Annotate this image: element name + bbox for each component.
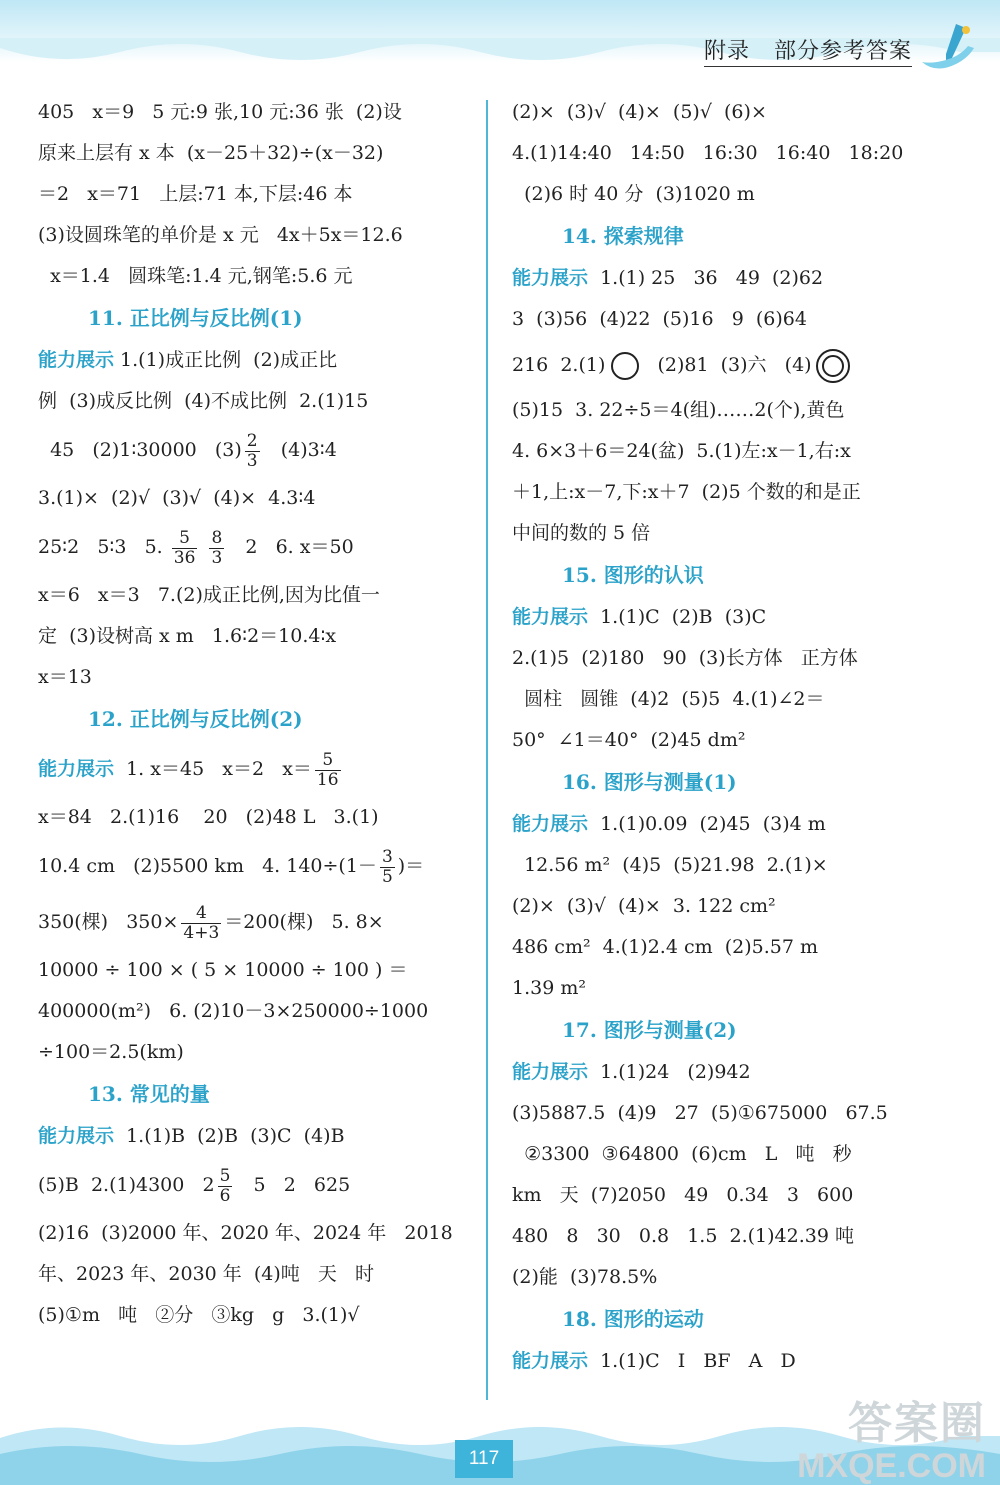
text-line: 原来上层有 x 本 (x－25＋32)÷(x－32) <box>38 142 384 164</box>
text-span: 1.(1)B (2)B (3)C (4)B <box>114 1125 345 1147</box>
text-line: 3 (3)56 (4)22 (5)16 9 (6)64 <box>512 308 807 330</box>
text-span: 1.(1)C (2)B (3)C <box>588 606 767 628</box>
section-title-18: 18. 图形的运动 <box>562 1307 704 1331</box>
section-title-14: 14. 探索规律 <box>562 224 684 248</box>
text-line: 例 (3)成反比例 (4)不成比例 2.(1)15 <box>38 390 369 412</box>
text-line: (5)①m 吨 ②分 ③kg g 3.(1)√ <box>38 1304 360 1326</box>
text-span: 1.(1)C I BF A D <box>588 1350 796 1372</box>
text-line: 中间的数的 5 倍 <box>512 522 651 544</box>
fraction-numerator: 3 <box>381 846 393 867</box>
text-line <box>512 1052 942 1093</box>
page-header <box>704 34 912 65</box>
text-line: 2.(1)5 (2)180 90 (3)长方体 正方体 <box>512 647 858 669</box>
text-span: 10.4 cm (2)5500 km 4. 140÷(1－ <box>38 855 377 877</box>
text-line: 405 x＝9 5 元:9 张,10 元:36 张 (2)设 <box>38 101 402 123</box>
text-line <box>38 838 466 894</box>
double-circle-icon <box>816 349 850 383</box>
section-title-15: 15. 图形的认识 <box>562 563 704 587</box>
text-line <box>512 804 942 845</box>
fraction <box>209 529 224 568</box>
section-label: 能力展示 <box>512 267 589 289</box>
text-line: 3.(1)× (2)√ (3)√ (4)× 4.3∶4 <box>38 487 316 509</box>
text-line: 10000 ÷ 100 × ( 5 × 10000 ÷ 100 ) ＝ <box>38 959 408 981</box>
circle-icon <box>611 352 639 380</box>
fraction-numerator: 5 <box>219 1165 231 1186</box>
text-line: 定 (3)设树高 x m 1.6∶2＝10.4∶x <box>38 625 337 647</box>
fraction <box>181 904 221 943</box>
section-label: 能力展示 <box>512 813 589 835</box>
text-line <box>38 340 466 381</box>
text-line: ②3300 ③64800 (6)cm L 吨 秒 <box>512 1143 852 1165</box>
fraction-numerator: 5 <box>172 529 198 549</box>
section-label: 能力展示 <box>38 349 115 371</box>
section-label: 能力展示 <box>38 758 115 780</box>
text-line: 50° ∠1＝40° (2)45 dm² <box>512 729 746 751</box>
text-span: 1.(1)24 (2)942 <box>588 1061 751 1083</box>
text-span: 45 (2)1∶30000 (3) <box>38 439 242 461</box>
text-line <box>38 741 466 797</box>
text-line: 年、2023 年、2030 年 (4)吨 天 时 <box>38 1263 375 1285</box>
text-span: 1. x＝45 x＝2 x＝ <box>114 758 312 780</box>
text-line <box>38 894 466 950</box>
section-title-17: 17. 图形与测量(2) <box>562 1018 737 1042</box>
text-line <box>38 519 466 575</box>
watermark-bottom: MXQE.COM <box>797 1447 986 1485</box>
text-span: 1.(1)0.09 (2)45 (3)4 m <box>588 813 826 835</box>
text-line <box>512 1341 942 1382</box>
section-title-13: 13. 常见的量 <box>88 1082 210 1106</box>
text-span: )＝ <box>397 855 425 877</box>
section-title-16: 16. 图形与测量(1) <box>562 770 737 794</box>
text-line: 400000(m²) 6. (2)10－3×250000÷1000 <box>38 1000 429 1022</box>
text-line <box>38 1157 466 1213</box>
text-line: (2)6 时 40 分 (3)1020 m <box>512 183 755 205</box>
header-left-text: 附录 <box>703 39 750 64</box>
text-line: ÷100＝2.5(km) <box>38 1041 184 1063</box>
header-right-text: 部分参考答案 <box>773 39 912 64</box>
fraction-denominator: 16 <box>316 769 339 790</box>
text-line: ＝2 x＝71 上层:71 本,下层:46 本 <box>38 183 353 205</box>
text-span: (4)3∶4 <box>262 439 337 461</box>
section-title-12: 12. 正比例与反比例(2) <box>88 707 303 731</box>
text-line: (3)设圆珠笔的单价是 x 元 4x＋5x＝12.6 <box>38 224 403 246</box>
text-line: (2)× (3)√ (4)× (5)√ (6)× <box>512 101 767 123</box>
text-line: (3)5887.5 (4)9 27 (5)①675000 67.5 <box>512 1102 888 1124</box>
section-label: 能力展示 <box>512 1350 589 1372</box>
header-rule <box>704 66 912 67</box>
text-line: x＝6 x＝3 7.(2)成正比例,因为比值一 <box>38 584 380 606</box>
text-line: km 天 (7)2050 49 0.34 3 600 <box>512 1184 854 1206</box>
column-divider <box>486 100 488 1400</box>
text-line <box>512 258 942 299</box>
text-line: x＝13 <box>38 666 92 688</box>
section-label: 能力展示 <box>512 606 589 628</box>
text-span: 1.(1) 25 36 49 (2)62 <box>588 267 824 289</box>
fraction <box>218 1167 233 1206</box>
text-line: 12.56 m² (4)5 (5)21.98 2.(1)× <box>512 854 828 876</box>
fraction-denominator: 3 <box>246 450 258 471</box>
text-span: (2)81 (3)六 (4) <box>645 354 812 376</box>
text-line <box>512 340 942 390</box>
text-line: ＋1,上:x－7,下:x＋7 (2)5 个数的和是正 <box>512 481 861 503</box>
text-line: 圆柱 圆锥 (4)2 (5)5 4.(1)∠2＝ <box>512 688 825 710</box>
fraction-numerator: 8 <box>211 527 223 548</box>
fraction-denominator: 5 <box>381 866 393 887</box>
right-column <box>512 92 942 1382</box>
text-line: x＝1.4 圆珠笔:1.4 元,钢笔:5.6 元 <box>38 265 353 287</box>
text-span: 216 2.(1) <box>512 354 606 376</box>
section-label: 能力展示 <box>512 1061 589 1083</box>
watermark <box>797 1400 986 1484</box>
fraction <box>380 848 395 887</box>
fraction <box>315 751 341 790</box>
text-span: (5)B 2.(1)4300 2 <box>38 1174 215 1196</box>
text-line: (2)× (3)√ (4)× 3. 122 cm² <box>512 895 776 917</box>
fraction-numerator: 2 <box>246 430 258 451</box>
text-span: 350(棵) 350× <box>38 911 179 933</box>
pen-icon <box>916 18 980 82</box>
text-line: 4.(1)14:40 14:50 16:30 16:40 18:20 <box>512 142 904 164</box>
fraction-denominator: 4+3 <box>183 922 220 943</box>
fraction-denominator: 6 <box>219 1185 231 1206</box>
text-line <box>38 422 466 478</box>
text-line: (2)能 (3)78.5% <box>512 1266 658 1288</box>
fraction <box>245 432 260 471</box>
text-line: (2)16 (3)2000 年、2020 年、2024 年 2018 <box>38 1222 453 1244</box>
text-span: 2 6. x＝50 <box>227 536 354 558</box>
text-span: 5 2 625 <box>235 1174 351 1196</box>
text-span: 25∶2 5∶3 5. <box>38 536 169 558</box>
section-title-11: 11. 正比例与反比例(1) <box>88 306 303 330</box>
text-line: 480 8 30 0.8 1.5 2.(1)42.39 吨 <box>512 1225 854 1247</box>
text-line: 486 cm² 4.(1)2.4 cm (2)5.57 m <box>512 936 818 958</box>
page-number: 117 <box>455 1440 513 1478</box>
left-column <box>38 92 466 1336</box>
text-line <box>38 1116 466 1157</box>
text-span: 1.(1)成正比例 (2)成正比 <box>114 349 338 371</box>
text-line <box>512 597 942 638</box>
text-line: (5)15 3. 22÷5＝4(组)……2(个),黄色 <box>512 399 845 421</box>
text-line: 1.39 m² <box>512 977 586 999</box>
text-line: x＝84 2.(1)16 20 (2)48 L 3.(1) <box>38 806 379 828</box>
fraction-numerator: 5 <box>315 751 341 771</box>
text-line: 4. 6×3＋6＝24(盆) 5.(1)左:x－1,右:x <box>512 440 851 462</box>
fraction-numerator: 4 <box>181 904 221 924</box>
fraction <box>172 529 198 568</box>
fraction-denominator: 36 <box>173 547 196 568</box>
text-span: ＝200(棵) 5. 8× <box>224 911 384 933</box>
section-label: 能力展示 <box>38 1125 115 1147</box>
fraction-denominator: 3 <box>211 547 223 568</box>
watermark-top: 答案圈 <box>848 1399 986 1448</box>
